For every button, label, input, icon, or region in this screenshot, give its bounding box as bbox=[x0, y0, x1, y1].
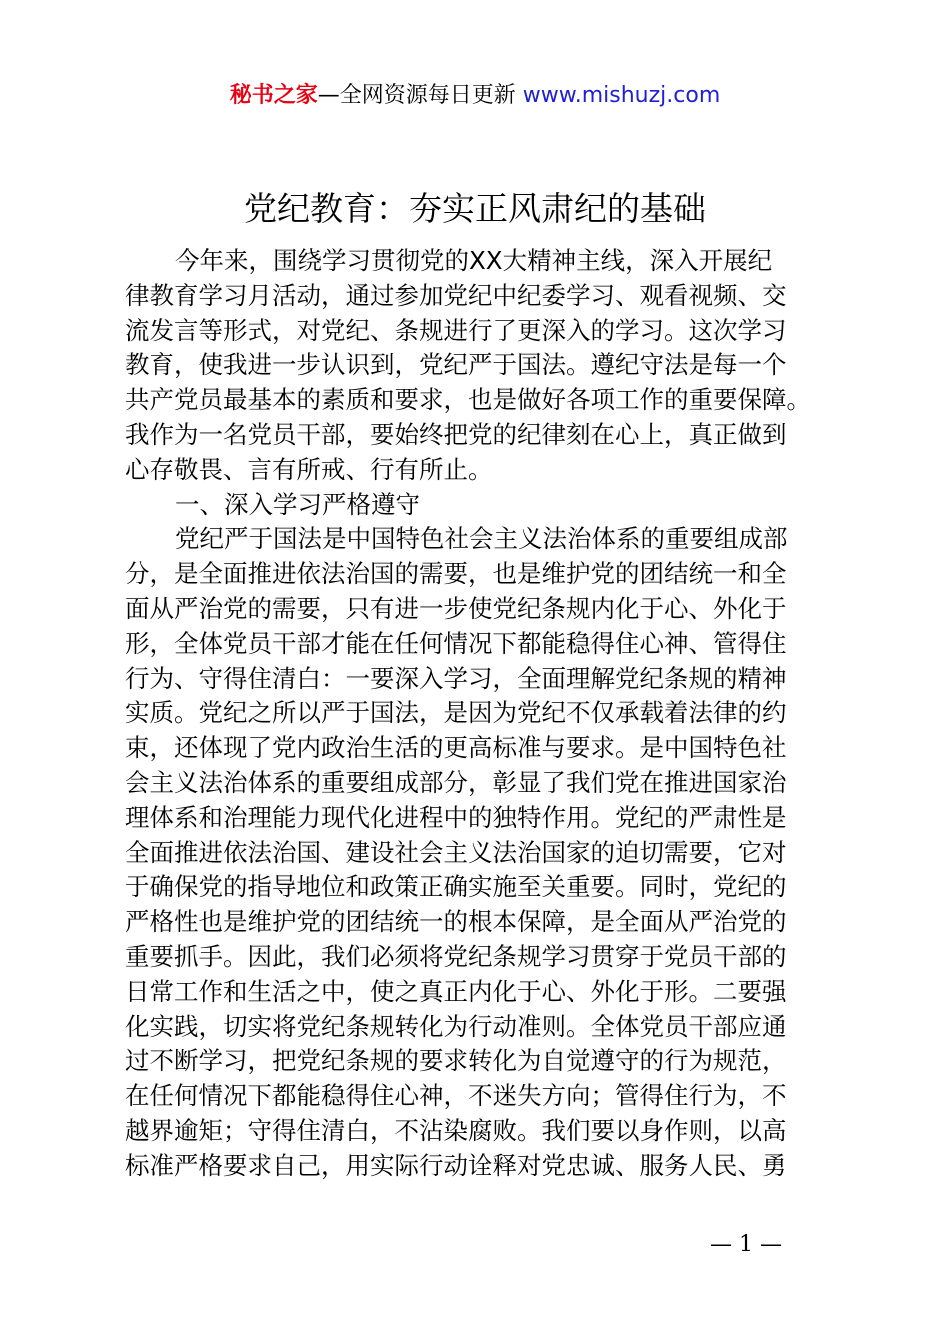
paragraph-line: 今年来，围绕学习贯彻党的XX大精神主线，深入开展纪 bbox=[175, 246, 773, 275]
document-title: 党纪教育：夯实正风肃纪的基础 bbox=[244, 189, 706, 228]
page-number-text: — 1 — bbox=[710, 1232, 782, 1257]
paragraph-line: 日常工作和生活之中，使之真正内化于心、外化于形。二要强 bbox=[125, 976, 787, 1006]
paragraph-line: 理体系和治理能力现代化进程中的独特作用。党纪的严肃性是 bbox=[125, 802, 787, 832]
site-header bbox=[0, 80, 950, 112]
paragraph-line: 教育，使我进一步认识到，党纪严于国法。遵纪守法是每一个 bbox=[125, 350, 787, 380]
paragraph-line: 束，还体现了党内政治生活的更高标准与要求。是中国特色社 bbox=[125, 733, 787, 763]
paragraph-line: 化实践，切实将党纪条规转化为行动准则。全体党员干部应通 bbox=[125, 1011, 787, 1041]
paragraph-line: 流发言等形式，对党纪、条规进行了更深入的学习。这次学习 bbox=[125, 315, 787, 345]
paragraph-line: 行为、守得住清白：一要深入学习，全面理解党纪条规的精神 bbox=[125, 663, 787, 693]
paragraph-line: 在任何情况下都能稳得住心神，不迷失方向；管得住行为，不 bbox=[125, 1081, 787, 1111]
paragraph-line: 心存敬畏、言有所戒、行有所止。 bbox=[125, 454, 493, 484]
paragraph-line: 过不断学习，把党纪条规的要求转化为自觉遵守的行为规范， bbox=[125, 1046, 787, 1076]
paragraph-line: 实质。党纪之所以严于国法，是因为党纪不仅承载着法律的约 bbox=[125, 698, 787, 728]
paragraph-line: 于确保党的指导地位和政策正确实施至关重要。同时，党纪的 bbox=[125, 872, 787, 902]
document-body bbox=[125, 244, 855, 1184]
paragraph-line: 党纪严于国法是中国特色社会主义法治体系的重要组成部 bbox=[175, 524, 788, 554]
paragraph-line: 全面推进依法治国、建设社会主义法治国家的迫切需要，它对 bbox=[125, 837, 787, 867]
paragraph-line: 形，全体党员干部才能在任何情况下都能稳得住心神、管得住 bbox=[125, 628, 787, 658]
header-tagline: —全网资源每日更新 bbox=[317, 83, 523, 108]
paragraph-line: 越界逾矩；守得住清白，不沾染腐败。我们要以身作则，以高 bbox=[125, 1115, 787, 1145]
section-heading: 一、深入学习严格遵守 bbox=[175, 489, 420, 519]
paragraph-line: 会主义法治体系的重要组成部分，彰显了我们党在推进国家治 bbox=[125, 767, 787, 797]
paragraph-line: 我作为一名党员干部，要始终把党的纪律刻在心上，真正做到 bbox=[125, 419, 787, 449]
brand-name: 秘书之家 bbox=[229, 83, 318, 108]
paragraph-line: 面从严治党的需要，只有进一步使党纪条规内化于心、外化于 bbox=[125, 593, 787, 623]
page-number bbox=[0, 1232, 950, 1257]
paragraph-line: 律教育学习月活动，通过参加党纪中纪委学习、观看视频、交 bbox=[125, 280, 787, 310]
paragraph-line: 共产党员最基本的素质和要求，也是做好各项工作的重要保障。 bbox=[125, 385, 811, 415]
site-url-link[interactable]: www.mishuzj.com bbox=[522, 83, 721, 108]
paragraph-line: 严格性也是维护党的团结统一的根本保障，是全面从严治党的 bbox=[125, 907, 787, 937]
paragraph-line: 标准严格要求自己，用实际行动诠释对党忠诚、服务人民、勇 bbox=[125, 1150, 787, 1180]
paragraph-line: 重要抓手。因此，我们必须将党纪条规学习贯穿于党员干部的 bbox=[125, 941, 787, 971]
paragraph-line: 分，是全面推进依法治国的需要，也是维护党的团结统一和全 bbox=[125, 559, 787, 589]
